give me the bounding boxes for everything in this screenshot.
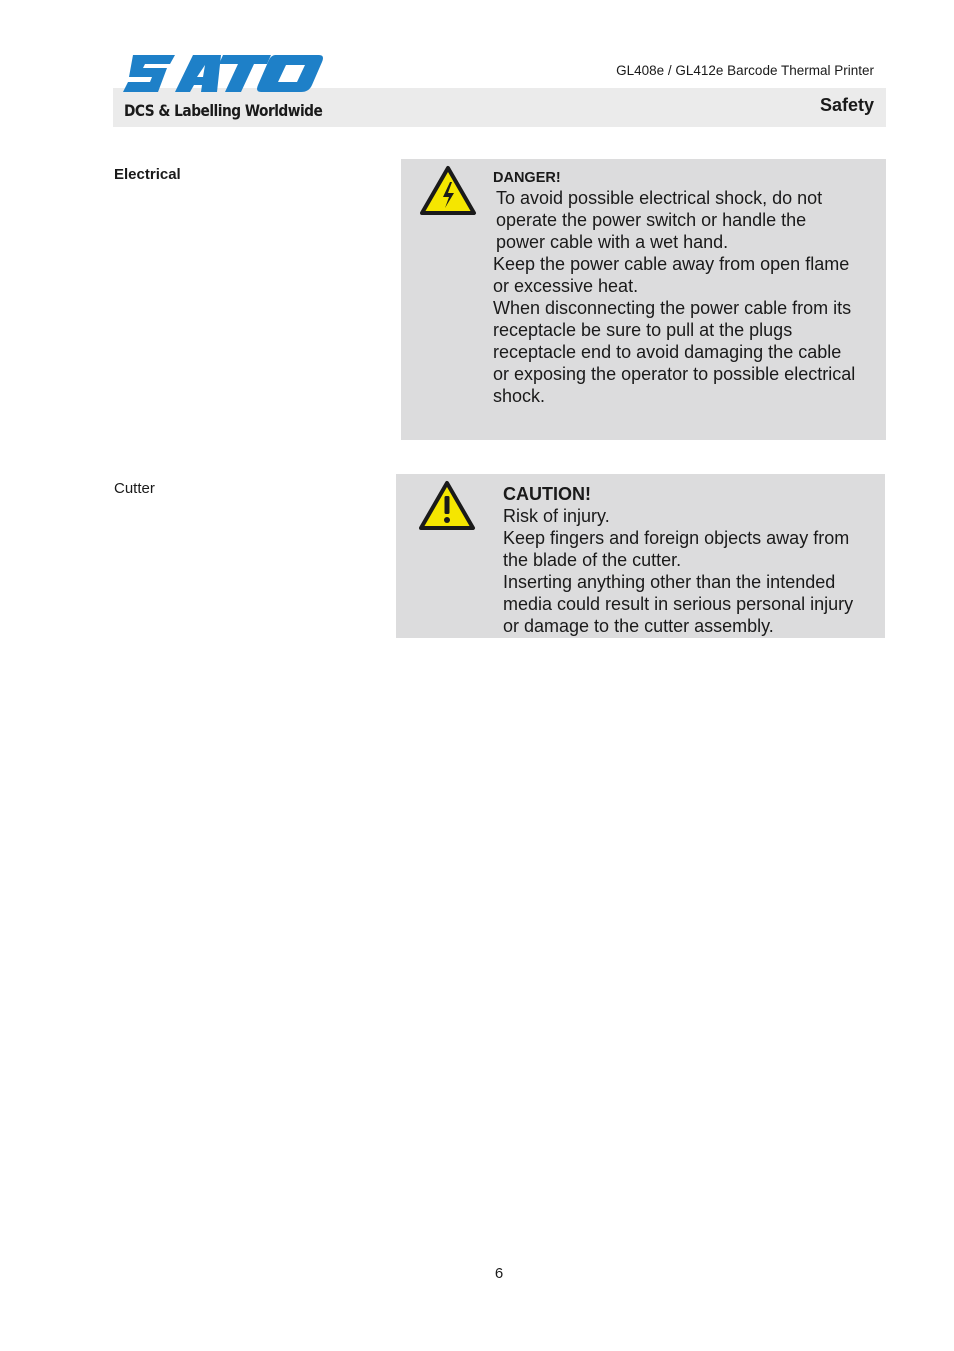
sato-logo xyxy=(123,55,323,92)
product-title: GL408e / GL412e Barcode Thermal Printer xyxy=(616,63,874,78)
danger-warning-text xyxy=(493,169,885,407)
warning-line: receptacle be sure to pull at the plugs xyxy=(493,320,793,340)
section-label-cutter: Cutter xyxy=(114,480,155,497)
company-tagline: DCS & Labelling Worldwide xyxy=(124,101,323,120)
danger-warning-box xyxy=(401,159,886,440)
caution-warning-text xyxy=(503,483,885,637)
section-label-electrical: Electrical xyxy=(114,166,181,183)
warning-line: Keep the power cable away from open flame xyxy=(493,254,850,274)
warning-line: To avoid possible electrical shock, do not xyxy=(496,188,823,208)
warning-line: operate the power switch or handle the xyxy=(496,210,807,230)
caution-warning-box xyxy=(396,474,885,638)
warning-line: media could result in serious personal injury xyxy=(503,594,854,614)
page-number: 6 xyxy=(494,1265,504,1282)
caution-heading: CAUTION! xyxy=(503,484,591,504)
warning-line: the blade of the cutter. xyxy=(503,550,682,570)
warning-line: Risk of injury. xyxy=(503,506,610,526)
warning-line: power cable with a wet hand. xyxy=(496,232,729,252)
warning-line: or damage to the cutter assembly. xyxy=(503,616,774,636)
warning-line: Inserting anything other than the intended xyxy=(503,572,836,592)
danger-heading: DANGER! xyxy=(493,170,561,186)
electrical-hazard-icon xyxy=(419,165,477,217)
warning-line: shock. xyxy=(493,386,546,406)
warning-line: or excessive heat. xyxy=(493,276,639,296)
warning-line: or exposing the operator to possible electrical xyxy=(493,364,856,384)
caution-exclamation-icon xyxy=(418,480,476,532)
section-title: Safety xyxy=(819,95,874,115)
warning-line: When disconnecting the power cable from its xyxy=(493,298,852,318)
warning-line: Keep fingers and foreign objects away from xyxy=(503,528,850,548)
warning-line: receptacle end to avoid damaging the cable xyxy=(493,342,842,362)
